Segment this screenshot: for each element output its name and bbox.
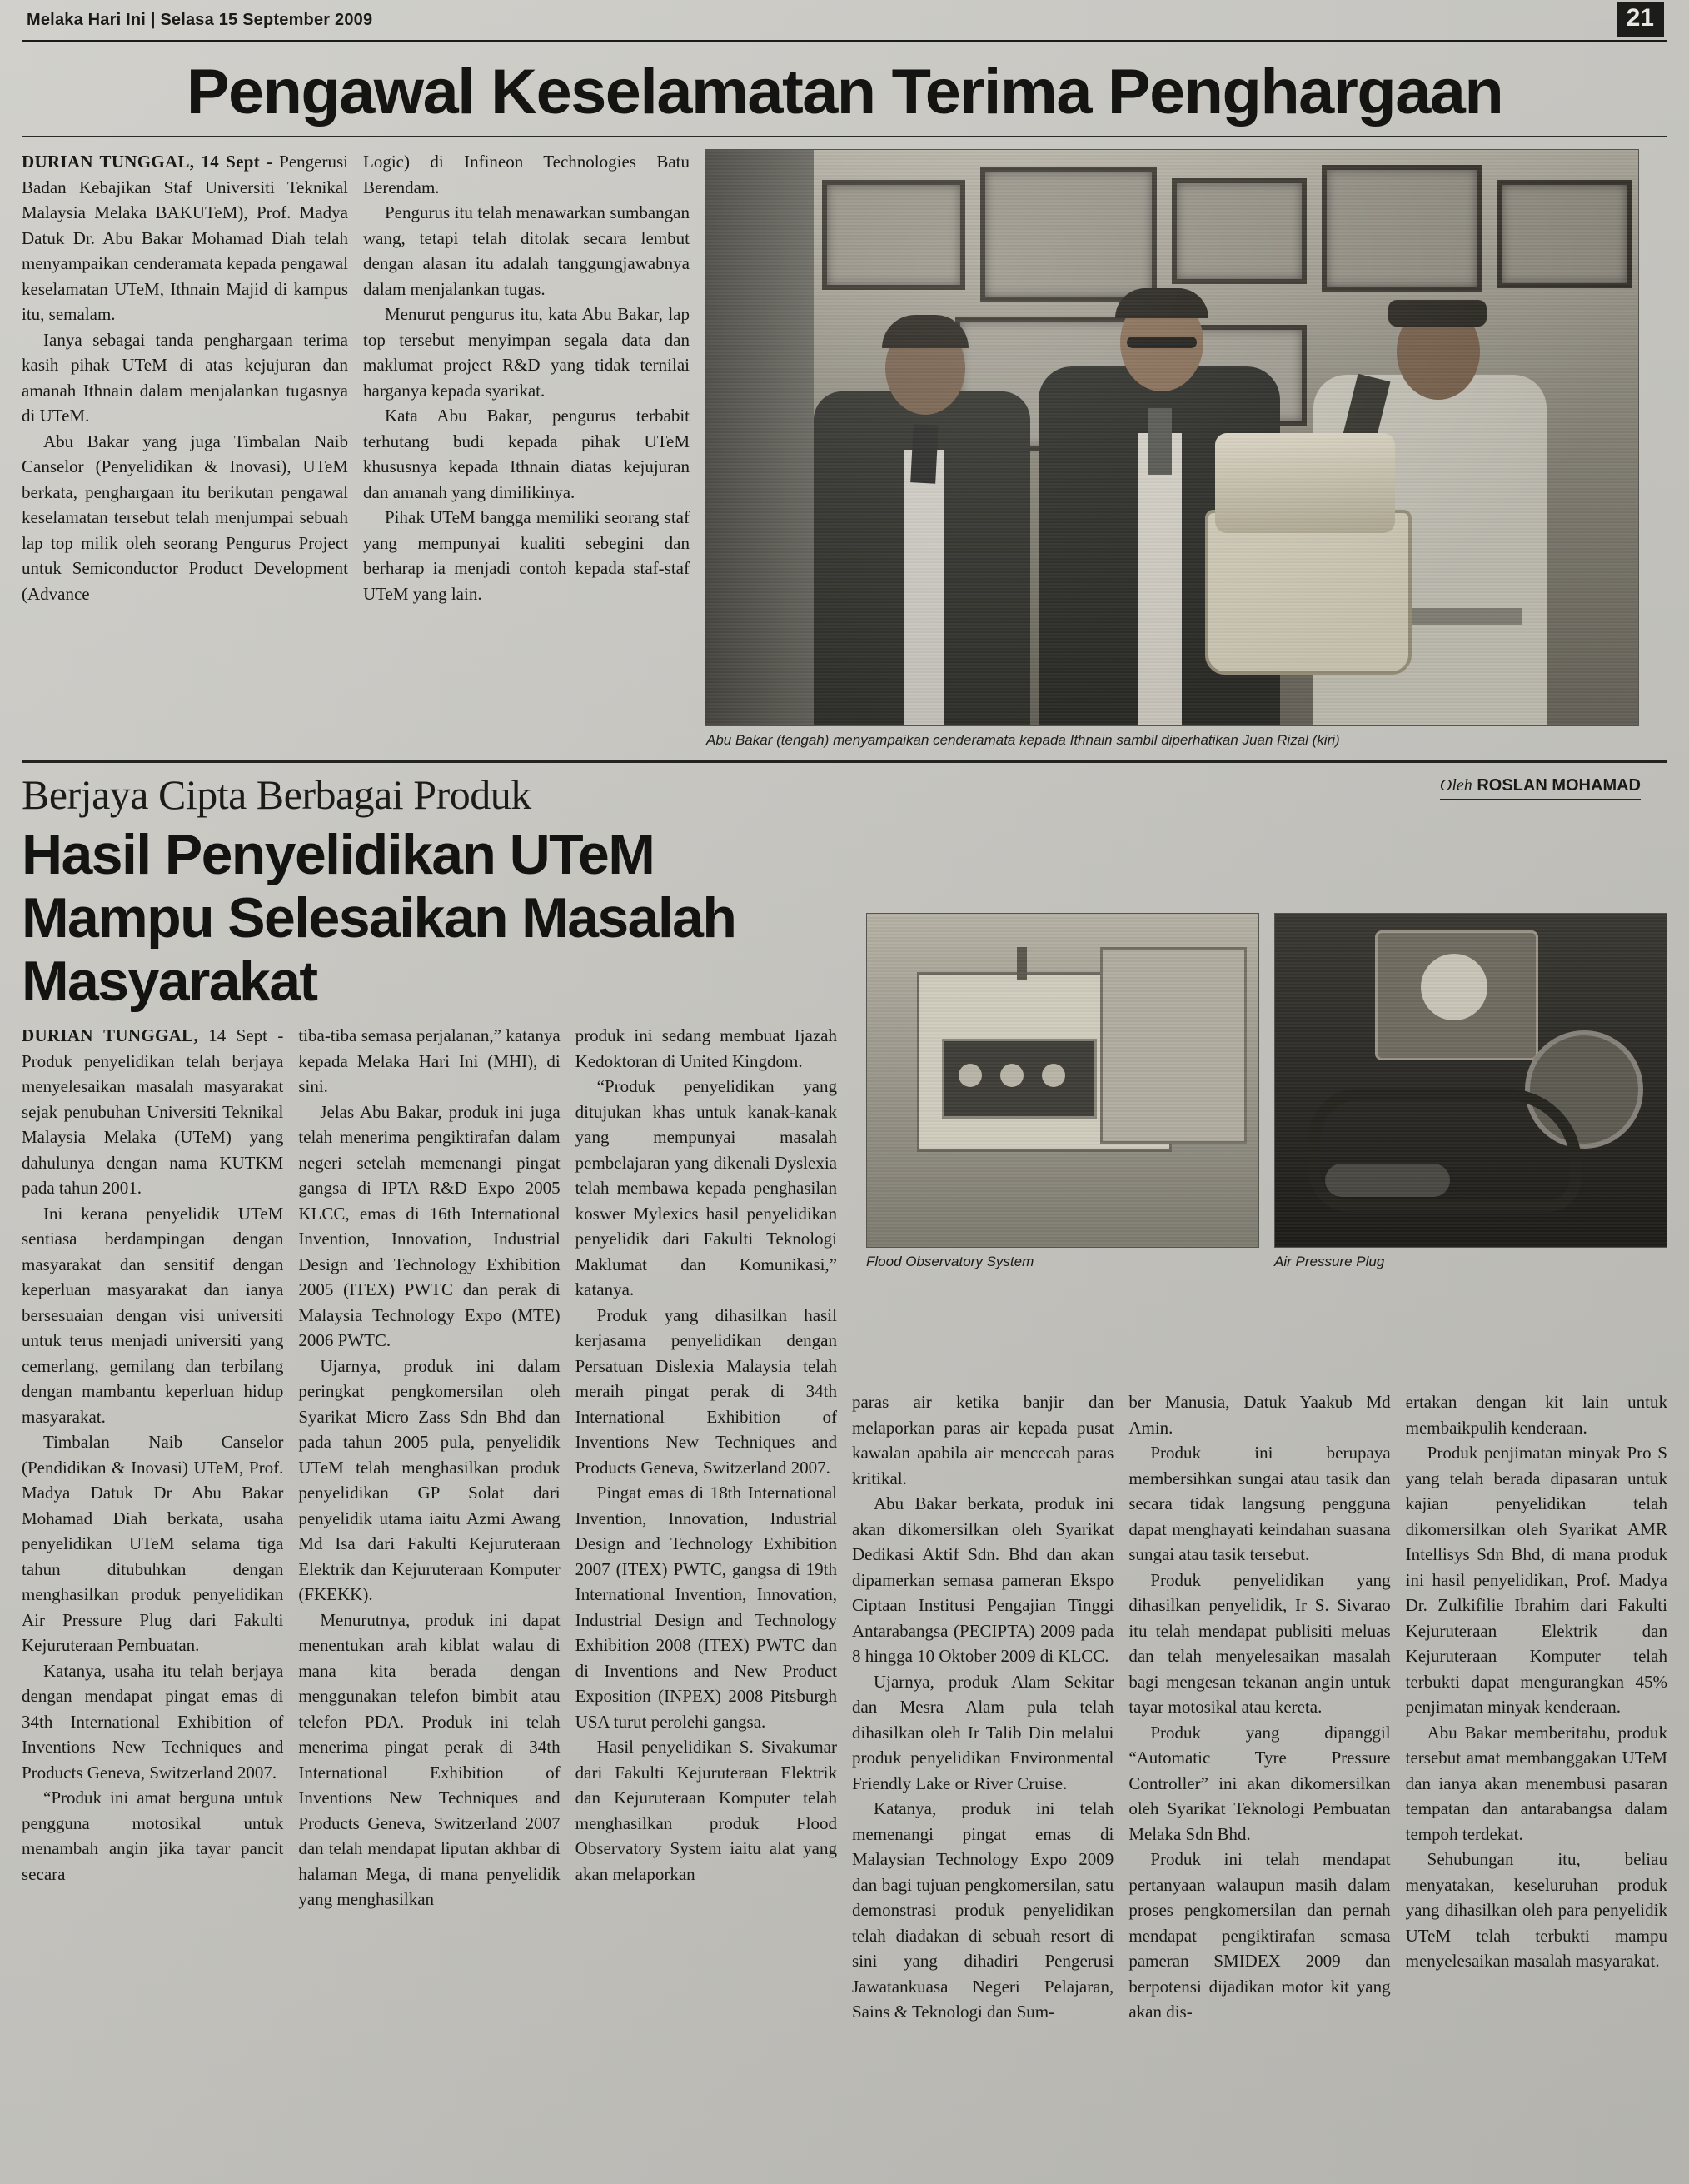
section-divider — [22, 760, 1667, 763]
article2-column-2 — [298, 1023, 560, 2025]
photo-person-left — [805, 333, 1039, 725]
paragraph: Abu Bakar memberitahu, produk tersebut amat membanggakan UTeM dan ianya akan menembusi pasaran tempatan dan antarabangsa dalam tempoh terdekat. — [1405, 1722, 1667, 1844]
masthead — [22, 0, 1667, 42]
gift-basket-icon — [1205, 510, 1412, 675]
byline-author: ROSLAN MOHAMAD — [1477, 776, 1641, 795]
article1-body — [22, 149, 1667, 749]
paragraph: Kata Abu Bakar, pengurus terbabit terhutang budi kepada pihak UTeM khususnya kepada Ithnain diatas kejujuran dan amanah yang dimilikinya. — [363, 406, 690, 502]
paragraph: Pengurus itu telah menawarkan sumbangan wang, tetapi telah ditolak secara lembut dengan alasan itu adalah tanggungjawabnya dalam menjalankan tugas. — [363, 202, 690, 299]
article1-photo-block — [705, 149, 1637, 749]
wall-frame-icon — [1172, 178, 1307, 284]
article1-photo — [705, 149, 1639, 726]
paragraph: Produk penyelidikan yang dihasilkan penyelidik, Ir S. Sivarao itu telah mendapat publisiti meluas dan telah menyelesaikan masalah bagi mengesan tekanan angin untuk tayar motosikal atau kereta. — [1128, 1569, 1391, 1717]
paragraph: Produk ini berupaya membersihkan sungai atau tasik dan secara tidak langsung pengguna dapat menghayati keindahan suasana sungai atau tasik tersebut. — [1128, 1443, 1391, 1564]
photo1-caption: Flood Observatory System — [866, 1254, 1034, 1269]
article2-column-3 — [575, 1023, 837, 2025]
paragraph: “Produk penyelidikan yang ditujukan khas untuk kanak-kanak yang mempunyai masalah pembelajaran yang dikenali Dyslexia telah membawa kepada penghasilan koswer Mylexics hasil penyelidikan penyelidik dari Fakulti Teknologi Maklumat dan Komunikasi,” katanya. — [575, 1076, 837, 1299]
paragraph: Jelas Abu Bakar, produk ini juga telah menerima pengiktirafan dalam negeri setelah memenangi pingat gangsa di IPTA R&D Expo 2005 KLCC, emas di 16th International Invention, Innovation, Industrial Design and Technology Exhibition 2005 (ITEX) PWTC dan perak di Malaysia Technology Expo (MTE) 2006 PWTC. — [298, 1101, 561, 1350]
article2-byline — [1440, 776, 1641, 800]
wall-frame-icon — [1322, 165, 1482, 292]
rule-under-headline1 — [22, 136, 1667, 137]
paragraph: Ini kerana penyelidik UTeM sentiasa berdampingan dengan masyarakat dan sensitif dengan keperluan masyarakat dan ianya bersesuaian dengan visi universiti untuk terus menjadi universiti yang cemerlang, gemilang dan terbilang dengan mambantu keperluan hidup masyarakat. — [22, 1203, 284, 1427]
photo2-caption: Air Pressure Plug — [1274, 1254, 1385, 1269]
paragraph: Ujarnya, produk Alam Sekitar dan Mesra Alam pula telah dihasilkan oleh Ir Talib Din melalui produk penyelidikan Environmental Friendly Lake or River Cruise. — [851, 1671, 1114, 1793]
paragraph: Menurutnya, produk ini dapat menentukan arah kiblat walau di mana kita berada dengan menggunakan telefon bimbit atau telefon PDA. Produk ini telah menerima pingat perak di 34th International Exhibition of Inventions New Techniques and Products Geneva, Switzerland 2007 dan telah mendapat liputan akhbar di halaman Mega, di mana penyelidik yang menghasilkan — [298, 1609, 561, 1909]
paragraph: “Produk ini amat berguna untuk pengguna motosikal untuk menambah angin jika tayar pancit secara — [22, 1788, 284, 1884]
page-number: 21 — [1617, 2, 1664, 37]
paragraph: paras air ketika banjir dan melaporkan paras air kepada pusat kawalan apabila air mencecah paras kritikal. — [851, 1392, 1114, 1488]
paragraph: Katanya, usaha itu telah berjaya dengan mendapat pingat emas di 34th International Exhibition of Inventions New Techniques and Products Geneva, Switzerland 2007. — [22, 1660, 284, 1783]
paragraph: Logic) di Infineon Technologies Batu Berendam. — [363, 152, 690, 197]
paragraph: tiba-tiba semasa perjalanan,” katanya kepada Melaka Hari Ini (MHI), di sini. — [298, 1025, 561, 1096]
photo-flood-observatory — [866, 913, 1259, 1270]
paragraph — [22, 149, 348, 327]
paragraph: ber Manusia, Datuk Yaakub Md Amin. — [1128, 1392, 1391, 1438]
article2-headline: Hasil Penyelidikan UTeM Mampu Selesaikan Masalah Masyarakat — [22, 823, 736, 1013]
article1-headline: Pengawal Keselamatan Terima Penghargaan — [186, 57, 1503, 127]
article2-dateline: DURIAN TUNGGAL, — [22, 1025, 198, 1045]
paragraph: produk ini sedang membuat Ijazah Kedoktoran di United Kingdom. — [575, 1025, 837, 1071]
wall-frame-icon — [822, 180, 965, 290]
paragraph: Abu Bakar berkata, produk ini akan dikomersilkan oleh Syarikat Dedikasi Aktif Sdn. Bhd dan akan dipamerkan semasa pameran Ekspo Ciptaan Institusi Pengajian Tinggi Antarabangsa (PECIPTA) 2009 pada 8 hingga 10 Oktober 2009 di KLCC. — [851, 1493, 1114, 1666]
article1-dateline: DURIAN TUNGGAL, 14 Sept - — [22, 152, 273, 172]
paragraph: Ujarnya, produk ini dalam peringkat pengkomersilan oleh Syarikat Micro Zass Sdn Bhd dan pada tahun 2005 pula, penyelidik UTeM telah menghasilkan produk penyelidikan GP Solat dari penyelidik utama iaitu Azmi Awang Md Isa dari Fakulti Kejuruteraan Elektrik dan Kejuruteraan Komputer (FKEKK). — [298, 1355, 561, 1604]
paragraph: Pihak UTeM bangga memiliki seorang staf yang mempunyai kualiti sebegini dan berharap ia menjadi contoh kepada staf-staf UTeM yang lain. — [363, 507, 690, 604]
paragraph: Hasil penyelidikan S. Sivakumar dari Fakulti Kejuruteraan Elektrik dan Kejuruteraan Komputer telah menghasilkan produk Flood Observatory System iaitu alat yang akan melaporkan — [575, 1737, 837, 1884]
photo-air-pressure-plug — [1274, 913, 1667, 1270]
article2-column-1 — [22, 1023, 283, 2025]
paragraph: Timbalan Naib Canselor (Pendidikan & Inovasi) UTeM, Prof. Madya Datuk Dr Abu Bakar Mohamad Diah berkata, usaha penyelidikan UTeM selama tiga tahun ditubuhkan dengan menghasilkan produk penyelidikan Air Pressure Plug dari Fakulti Kejuruteraan Pembuatan. — [22, 1432, 284, 1655]
paragraph: Pingat emas di 18th International Invention, Innovation, Industrial Design and Technology Exhibition 2007 (ITEX) PWTC, gangsa di 19th International Invention, Innovation, Industrial Design and Technology Exhibition 2008 (ITEX) PWTC dan di Inventions and New Product Exposition (INPEX) 2008 Pitsburgh USA turut perolehi gangsa. — [575, 1483, 837, 1732]
byline-prefix: Oleh — [1439, 776, 1472, 795]
paragraph: Produk penjimatan minyak Pro S yang telah berada dipasaran untuk kajian penyelidikan telah dikomersilkan oleh Syarikat AMR Intellisys Sdn Bhd, di mana produk ini hasil penyelidikan, Prof. Madya Dr. Zulkifilie Ibrahim dari Fakulti Kejuruteraan Elektrik dan Kejuruteraan Komputer telah terbukti dapat mengurangkan 45% penjimatan minyak kenderaan. — [1405, 1443, 1667, 1717]
paragraph: Katanya, produk ini telah memenangi pingat emas di Malaysian Technology Expo 2009 dan bagi tujuan pengkomersilan, satu demonstrasi produk penyelidikan telah diadakan di sebuah resort di sini yang dihadiri Pengerusi Jawatankuasa Negeri Pelajaran, Sains & Teknologi dan Sum- — [851, 1798, 1114, 2022]
paragraph-text: 14 Sept - Produk penyelidikan telah berjaya menyelesaikan masalah masyarakat sejak penubuhan Universiti Teknikal Malaysia Melaka (UTeM) yang dahulunya dengan nama KUTKM pada tahun 2001. — [22, 1025, 284, 1198]
paragraph: Menurut pengurus itu, kata Abu Bakar, lap top tersebut menyimpan segala data dan maklumat project R&D yang tidak ternilai harganya kepada syarikat. — [363, 304, 690, 401]
article1-column-2 — [363, 149, 690, 749]
paragraph: Ianya sebagai tanda penghargaan terima kasih pihak UTeM di atas kejujuran dan amanah Ithnain dalam menjalankan tugasnya di UTeM. — [22, 329, 348, 426]
paragraph: Produk ini telah mendapat pertanyaan walaupun masih dalam proses pengkomersilan dan pernah mendapat pengiktirafan semasa pameran SMIDEX 2009 dan berpotensi dijadikan motor kit yang akan dis- — [1128, 1849, 1391, 2022]
paragraph: Produk yang dipanggil “Automatic Tyre Pressure Controller” ini akan dikomersilkan oleh Syarikat Teknologi Pembuatan Melaka Sdn Bhd. — [1128, 1722, 1391, 1844]
paragraph: Sehubungan itu, beliau menyatakan, keseluruhan produk yang dihasilkan oleh para penyelidik UTeM telah terbukti mampu menyelesaikan masalah masyarakat. — [1405, 1849, 1667, 1971]
paragraph: Produk yang dihasilkan hasil kerjasama penyelidikan dengan Persatuan Dislexia Malaysia telah meraih pingat perak di 34th International Exhibition of Inventions New Techniques and Products Geneva, Switzerland 2007. — [575, 1304, 837, 1478]
article1-column-1 — [22, 149, 348, 749]
article2-kicker: Berjaya Cipta Berbagai Produk — [22, 771, 531, 818]
paragraph: ertakan dengan kit lain untuk membaikpulih kenderaan. — [1405, 1392, 1667, 1438]
wall-frame-icon — [1497, 180, 1632, 288]
article1-photo-caption: Abu Bakar (tengah) menyampaikan cenderamata kepada Ithnain sambil diperhatikan Juan Rizal (kiri) — [706, 732, 1340, 748]
paragraph: Abu Bakar yang juga Timbalan Naib Canselor (Penyelidikan & Inovasi), UTeM berkata, penghargaan itu berikutan pengawal keselamatan tersebut telah menjumpai sebuah lap top milik oleh seorang Pengurus Project untuk Semiconductor Product Development (Advance — [22, 431, 348, 604]
paragraph — [22, 1023, 283, 1201]
wall-frame-icon — [980, 167, 1157, 302]
paragraph-text: Pengerusi Badan Kebajikan Staf Universiti Teknikal Malaysia Melaka BAKUTeM), Prof. Madya Datuk Dr. Abu Bakar Mohamad Diah telah menyampaikan cenderamata kepada pengawal keselamatan UTeM, Ithnain Majid di kampus itu, semalam. — [22, 152, 349, 324]
article2-photos — [866, 913, 1667, 1270]
masthead-date: Melaka Hari Ini | Selasa 15 September 2009 — [27, 10, 373, 29]
